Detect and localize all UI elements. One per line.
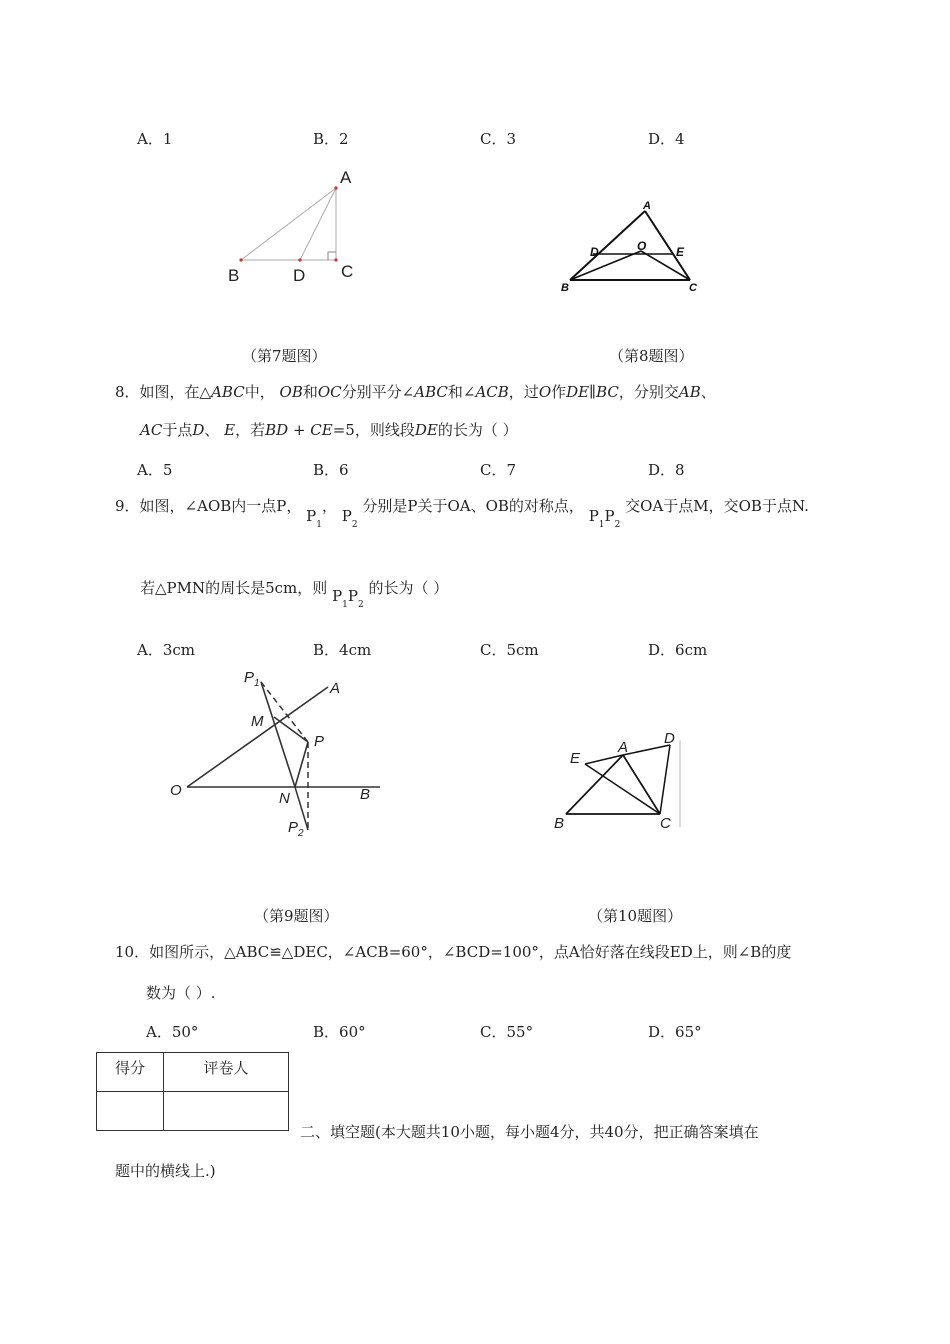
label-p: P [314, 733, 325, 750]
caption-q7: （第7题图） [242, 347, 327, 365]
label-c: C [689, 282, 697, 294]
svg-text:P1 [244, 669, 260, 689]
q8-option-a: A．5 [137, 461, 173, 479]
figure-q7 [220, 165, 380, 290]
q8-line2: AC于点D、 E，若BD + CE=5，则线段DE的长为（ ） [140, 421, 518, 439]
q8-option-b: B．6 [313, 461, 349, 479]
figure-q8 [555, 198, 715, 298]
q9-option-d: D．6cm [648, 641, 708, 659]
label-a: A [330, 680, 341, 697]
label-e: E [676, 245, 685, 259]
q10-option-c: C．55° [480, 1023, 534, 1041]
q7-option-d: D．4 [648, 130, 685, 148]
q9-line1: 9．如图，∠AOB内一点P， $P_1$， $P_2$ 分别是P关于OA、OB的对称点， $P_1P_2$ 交OA于点M，交OB于点N. [115, 497, 809, 530]
grader-cell[interactable] [164, 1092, 289, 1131]
q9-option-c: C．5cm [480, 641, 539, 659]
label-o: O [637, 239, 647, 253]
figure-q9 [165, 665, 385, 845]
section2-line1: 二、填空题(本大题共10小题，每小题4分，共40分，把正确答案填在 [300, 1123, 759, 1141]
grader-header: 评卷人 [164, 1053, 289, 1092]
label-p1-sub: 1 [254, 678, 260, 689]
svg-text:P2 [288, 819, 304, 839]
label-a: A [643, 200, 651, 212]
score-cell[interactable] [97, 1092, 164, 1131]
figure-q10 [550, 725, 690, 835]
label-c: C [341, 262, 354, 281]
label-p1: P [244, 669, 255, 686]
label-p2: P [288, 819, 299, 836]
q7-option-c: C．3 [480, 130, 517, 148]
label-d: D [590, 245, 599, 259]
q10-option-d: D．65° [648, 1023, 702, 1041]
caption-q8: （第8题图） [609, 347, 694, 365]
caption-q9: （第9题图） [254, 907, 339, 925]
q8-line1: 8．如图，在△ABC中， OB和OC分别平分∠ABC和∠ACB，过O作DE∥BC，分别交AB、 [115, 383, 716, 401]
q9-line2: 若△PMN的周长是5cm，则 $P_1P_2$ 的长为（ ） [140, 579, 449, 610]
label-a: A [340, 168, 352, 187]
q7-option-b: B．2 [313, 130, 349, 148]
label-b: B [561, 282, 569, 294]
label-o: O [170, 782, 182, 799]
label-d: D [664, 730, 675, 747]
q10-option-b: B．60° [313, 1023, 366, 1041]
q10-line2: 数为（ ）. [146, 984, 216, 1002]
label-e: E [570, 750, 581, 767]
q9-option-a: A．3cm [137, 641, 196, 659]
section2-line2: 题中的横线上.) [115, 1162, 216, 1180]
label-b: B [554, 815, 565, 832]
score-header: 得分 [97, 1053, 164, 1092]
score-table [96, 1052, 289, 1131]
q8-option-c: C．7 [480, 461, 517, 479]
label-m: M [251, 713, 264, 730]
q10-line1: 10．如图所示，△ABC≌△DEC，∠ACB=60°，∠BCD=100°，点A恰好落在线段ED上，则∠B的度 [115, 943, 792, 961]
label-n: N [279, 790, 290, 807]
label-d: D [293, 266, 306, 285]
q8-option-d: D．8 [648, 461, 685, 479]
q9-option-b: B．4cm [313, 641, 372, 659]
label-a: A [618, 739, 629, 756]
label-b: B [228, 266, 240, 285]
q10-option-a: A．50° [146, 1023, 199, 1041]
q7-option-a: A．1 [137, 130, 173, 148]
caption-q10: （第10题图） [588, 907, 683, 925]
label-b: B [360, 786, 371, 803]
label-p2-sub: 2 [298, 828, 304, 839]
label-c: C [660, 815, 671, 832]
